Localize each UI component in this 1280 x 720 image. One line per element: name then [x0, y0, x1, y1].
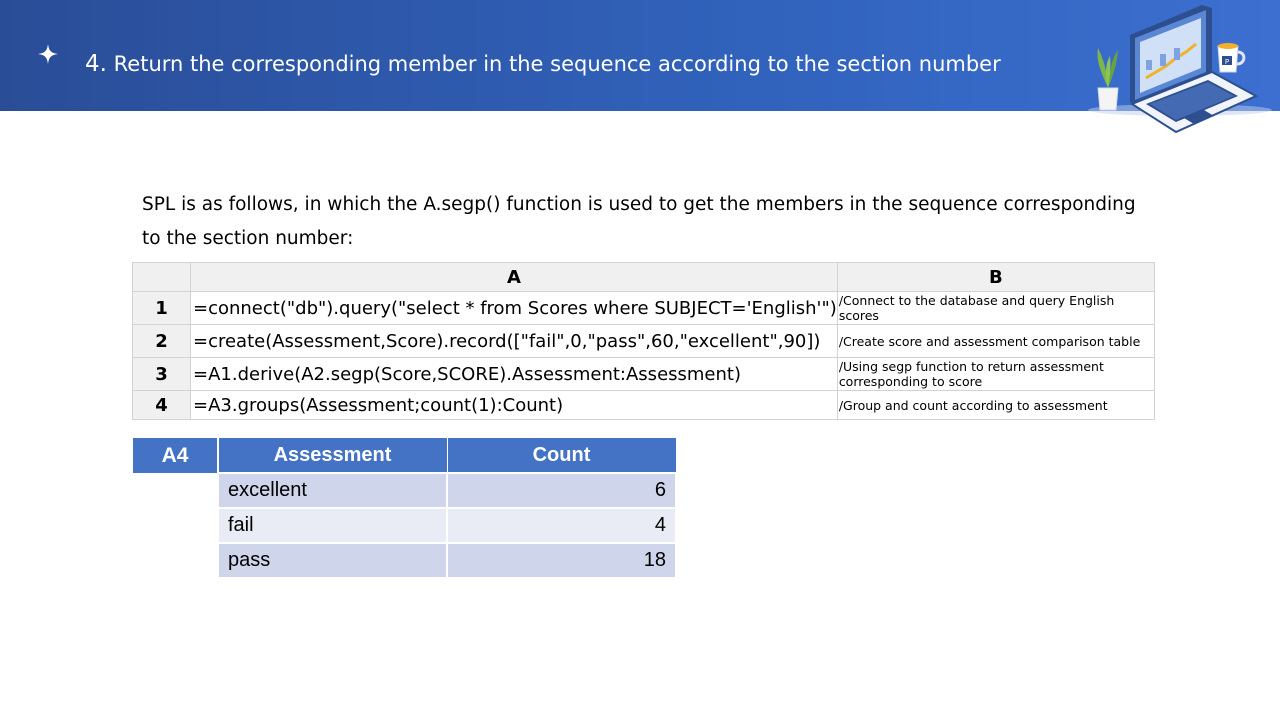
spl-row [133, 358, 1155, 391]
result-header-row [218, 438, 676, 474]
laptop-illustration-icon [1080, 0, 1280, 150]
sparkle-icon [38, 44, 58, 64]
result-cell-label: A4 [133, 438, 217, 473]
table-row [218, 508, 676, 543]
intro-paragraph: SPL is as follows, in which the A.segp() function is used to get the members in the sequence corresponding to the section number: [142, 194, 1136, 249]
comment-cell: /Using segp function to return assessment corresponding to score [837, 358, 1154, 391]
result-table [217, 437, 677, 579]
count-cell: 18 [447, 543, 676, 578]
column-header-assessment: Assessment [218, 438, 447, 474]
count-cell: 4 [447, 508, 676, 543]
code-cell: =A1.derive(A2.segp(Score,SCORE).Assessment:Assessment) [191, 358, 838, 391]
assessment-cell: fail [218, 508, 447, 543]
page-title [85, 48, 1001, 80]
code-cell: =connect("db").query("select * from Scores where SUBJECT='English'") [191, 292, 838, 325]
column-header-count: Count [447, 438, 676, 474]
table-row [218, 543, 676, 578]
code-cell: =A3.groups(Assessment;count(1):Count) [191, 391, 838, 420]
column-header-a: A [191, 263, 838, 292]
row-number: 4 [133, 391, 191, 420]
corner-cell [133, 263, 191, 292]
spl-header-row [133, 263, 1155, 292]
spl-row [133, 292, 1155, 325]
table-row [218, 473, 676, 508]
section-number: 4. [85, 51, 107, 77]
comment-cell: /Connect to the database and query English scores [837, 292, 1154, 325]
row-number: 3 [133, 358, 191, 391]
comment-cell: /Create score and assessment comparison table [837, 325, 1154, 358]
spl-grid [132, 262, 1155, 420]
row-number: 1 [133, 292, 191, 325]
row-number: 2 [133, 325, 191, 358]
code-cell: =create(Assessment,Score).record(["fail",0,"pass",60,"excellent",90]) [191, 325, 838, 358]
section-title: Return the corresponding member in the sequence according to the section number [113, 52, 1001, 76]
column-header-b: B [837, 263, 1154, 292]
spl-row [133, 325, 1155, 358]
assessment-cell: pass [218, 543, 447, 578]
assessment-cell: excellent [218, 473, 447, 508]
svg-text:P: P [1224, 58, 1230, 66]
count-cell: 6 [447, 473, 676, 508]
comment-cell: /Group and count according to assessment [837, 391, 1154, 420]
spl-row [133, 391, 1155, 420]
title-banner [0, 0, 1280, 111]
